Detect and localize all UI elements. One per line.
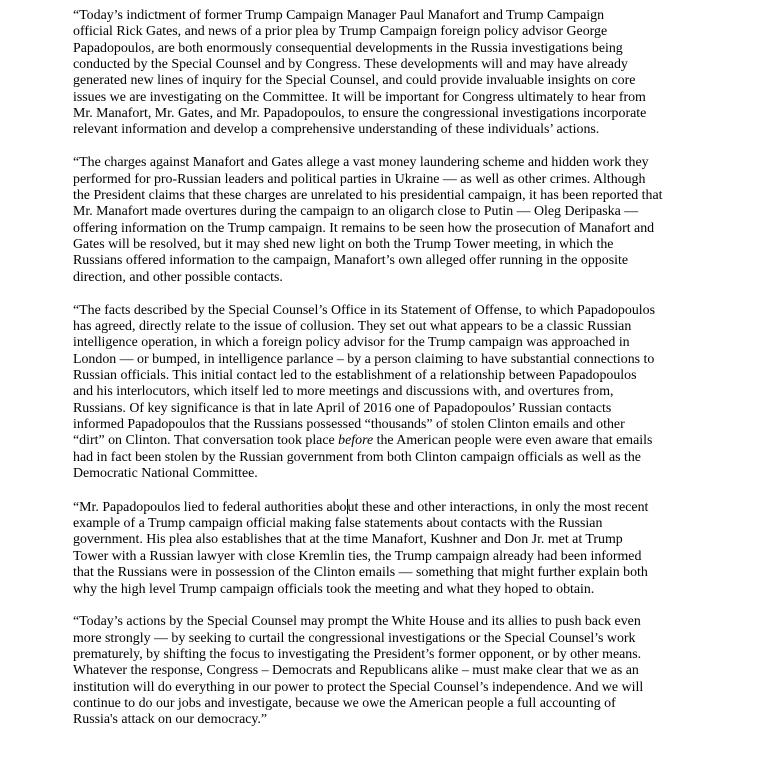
text-line: London — or bumped, in intelligence parlance – by a person claiming to have substantial connections to [73,351,655,367]
text-line: government. His plea also establishes that at the time Manafort, Kushner and Don Jr. met at Trump [73,532,623,548]
text-line: Russians offered information to the campaign, Manafort’s own alleged offer running in the opposite [73,253,628,269]
text-line: had in fact been stolen by the Russian government from both Clinton campaign officials as well as the [73,449,641,465]
text-line [73,433,763,449]
text-line: “The facts described by the Special Counsel’s Office in its Statement of Offense, to which Papadopoulos [73,302,655,318]
text-line: continue to do our jobs and investigate, because we owe the American people a full accounting of [73,696,616,712]
text-line: conducted by the Special Counsel and by Congress. These developments will and may have already [73,57,628,73]
text-line: Russians. Of key significance is that in late April of 2016 one of Papadopoulos’ Russian contacts [73,400,612,416]
text-line: more strongly — by seeking to curtail the congressional investigations or the Special Counsel’s work [73,630,636,646]
text-line: “Today’s actions by the Special Counsel may prompt the White House and its allies to push back even [73,614,641,630]
paragraph-actions [73,614,763,728]
text-segment: ut these and other interactions, in only the most recent [347,499,649,515]
text-line: Gates will be resolved, but it may shed new light on both the Trump Tower meeting, in which the [73,236,614,252]
text-line: issues we are investigating on the Committee. It will be important for Congress ultimately to hear from [73,89,646,105]
text-line: offering information on the Trump campaign. It remains to be seen how the prosecution of Manafort and [73,220,655,236]
paragraph-indictment [73,8,763,139]
text-line: Democratic National Committee. [73,465,258,481]
paragraph-plea [73,499,763,598]
text-line: and his interlocutors, which itself led to more meetings and discussions with, and overtures from, [73,384,614,400]
text-line: that the Russians were in possession of the Clinton emails — something that might further explain both [73,565,648,581]
paragraph-facts [73,303,763,483]
text-segment: the American people were even aware that emails [373,433,653,449]
text-line: Whatever the response, Congress – Democrats and Republicans alike – must make clear that we as an [73,663,639,679]
text-segment: “Mr. Papadopoulos lied to federal authorities abo [73,499,347,515]
text-line: Papadopoulos, are both enormously consequential developments in the Russia investigations being [73,40,623,56]
text-line: intelligence operation, in which a foreign policy advisor for the Trump campaign was approached in [73,335,630,351]
text-line: generated new lines of inquiry for the Special Counsel, and could provide invaluable insights on core [73,73,636,89]
text-line: has agreed, directly relate to the issue of collusion. They set out what appears to be a classic Russian [73,318,632,334]
statement-document [73,8,763,729]
text-segment: “dirt” on Clinton. That conversation took place [73,433,339,449]
text-line: “The charges against Manafort and Gates allege a vast money laundering scheme and hidden work they [73,155,649,171]
text-line: the President claims that these charges are unrelated to his presidential campaign, it has been reported that [73,187,663,203]
text-line: prematurely, by shifting the focus to investigating the President’s former opponent, or by other means. [73,647,642,663]
text-line: example of a Trump campaign official making false statements about contacts with the Russian [73,516,603,532]
text-line: Mr. Manafort made overtures during the campaign to an oligarch close to Putin — Oleg Deripaska — [73,204,639,220]
emphasis-text: before [338,433,374,449]
text-line: informed Papadopoulos that the Russians possessed “thousands” of stolen Clinton emails and other [73,416,625,432]
text-line [73,499,763,516]
text-line: direction, and other possible contacts. [73,269,283,285]
text-line: institution will do everything in our power to protect the Special Counsel’s independence. And we will [73,679,644,695]
text-line: why the high level Trump campaign officials took the meeting and what they hoped to obtain. [73,581,595,597]
text-line: Mr. Manafort, Mr. Gates, and Mr. Papadopoulos, to ensure the congressional investigations incorporate [73,106,647,122]
text-line: relevant information and develop a comprehensive understanding of these individuals’ actions. [73,122,600,138]
paragraph-charges [73,155,763,286]
text-line: official Rick Gates, and news of a prior plea by Trump Campaign foreign policy advisor George [73,24,608,40]
text-line: performed for pro-Russian leaders and political parties in Ukraine — as well as other crimes. Although [73,171,646,187]
text-line: Russia's attack on our democracy.” [73,712,268,728]
text-line: Tower with a Russian lawyer with close Kremlin ties, the Trump campaign already had been informed [73,548,642,564]
text-line: “Today’s indictment of former Trump Campaign Manager Paul Manafort and Trump Campaign [73,8,605,23]
text-line: Russian officials. This initial contact led to the establishment of a relationship between Papadopoulos [73,367,637,383]
